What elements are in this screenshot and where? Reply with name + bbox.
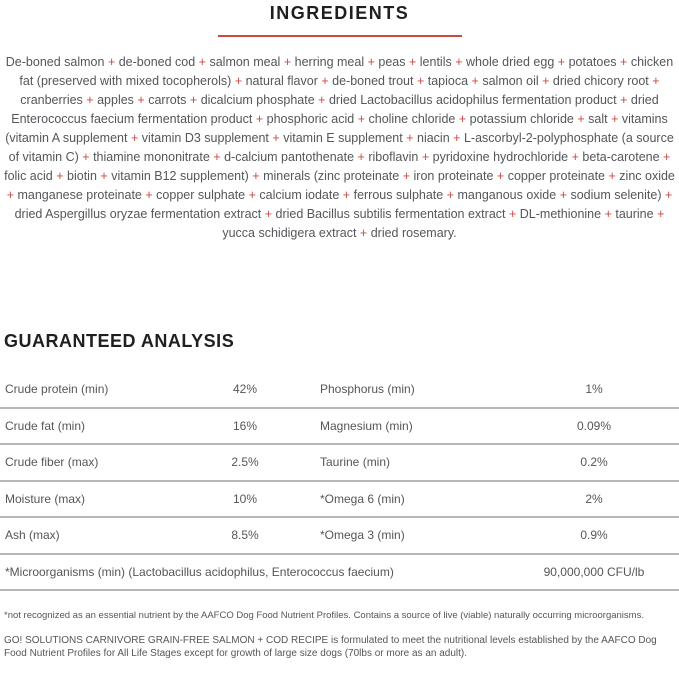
plus-separator-icon: + — [357, 112, 366, 126]
plus-separator-icon: + — [577, 112, 585, 126]
nutrient-value: 1% — [585, 382, 603, 397]
analysis-table-row — [0, 372, 679, 409]
plus-separator-icon: + — [359, 226, 368, 240]
plus-separator-icon: + — [272, 131, 280, 145]
nutrient-label: Magnesium (min) — [320, 418, 413, 433]
plus-separator-icon: + — [86, 93, 94, 107]
nutrient-label: *Microorganisms (min) (Lactobacillus acidophilus, Enterococcus faecium) — [5, 564, 394, 579]
plus-separator-icon: + — [342, 188, 351, 202]
plus-separator-icon: + — [6, 188, 14, 202]
plus-separator-icon: + — [264, 207, 273, 221]
plus-separator-icon: + — [408, 55, 417, 69]
plus-separator-icon: + — [367, 55, 375, 69]
aafco-footnote: *not recognized as an essential nutrient by the AAFCO Dog Food Nutrient Profiles. Contains a source of live (viable) naturally occurring microorganisms. — [4, 610, 644, 621]
plus-separator-icon: + — [508, 207, 517, 221]
plus-separator-icon: + — [620, 55, 628, 69]
analysis-table-row — [0, 482, 679, 519]
analysis-table-row — [0, 518, 679, 555]
plus-separator-icon: + — [130, 131, 139, 145]
plus-separator-icon: + — [663, 150, 671, 164]
plus-separator-icon: + — [620, 93, 628, 107]
plus-separator-icon: + — [455, 55, 463, 69]
nutrient-value: 2% — [585, 491, 603, 506]
nutrient-value: 10% — [232, 491, 258, 506]
plus-separator-icon: + — [402, 169, 411, 183]
plus-separator-icon: + — [416, 74, 425, 88]
plus-separator-icon: + — [406, 131, 414, 145]
plus-separator-icon: + — [283, 55, 292, 69]
plus-separator-icon: + — [458, 112, 467, 126]
plus-separator-icon: + — [604, 207, 612, 221]
nutrient-label: Crude protein (min) — [5, 382, 109, 397]
plus-separator-icon: + — [318, 93, 326, 107]
plus-separator-icon: + — [446, 188, 455, 202]
guaranteed-analysis-title: GUARANTEED ANALYSIS — [4, 331, 235, 351]
plus-separator-icon: + — [611, 112, 619, 126]
nutrient-value: 0.9% — [580, 528, 608, 543]
nutrient-value: 0.2% — [580, 455, 608, 470]
analysis-table-row — [0, 409, 679, 446]
plus-separator-icon: + — [421, 150, 430, 164]
red-divider-rule — [218, 35, 462, 37]
plus-separator-icon: + — [608, 169, 616, 183]
ingredients-paragraph: De-boned salmon + de-boned cod + salmon meal + herring meal + peas + lentils + whole dried egg + potatoes + chicken fat (preserved with mixed tocopherols) + natural flavor + de-boned trout + tapioca + salmon oil + dried chicory root + cranberries + apples + carrots + dicalcium phosphate + dried Lactobacillus acidophilus fermentation product + dried Enterococcus faecium fermentation product + phosphoric acid + choline chloride + potassium chloride + salt + vitamins (vitamin A supplement + vitamin D3 supplement + vitamin E supplement + niacin + L-ascorbyl-2-polyphosphate (a source of vitamin C) + thiamine mononitrate + d-calcium pantothenate + riboflavin + pyridoxine hydrochloride + beta-carotene + folic acid + biotin + vitamin B12 supplement) + minerals (zinc proteinate + iron proteinate + copper proteinate + zinc oxide + manganese proteinate + copper sulphate + calcium iodate + ferrous sulphate + manganous oxide + sodium selenite) + dried Aspergillus oryzae fermentation extract + dried Bacillus subtilis fermentation extract + DL-methionine + taurine + yucca schidigera extract + dried rosemary. — [4, 55, 675, 240]
nutrient-label: Crude fiber (max) — [5, 455, 99, 470]
nutrient-label: Crude fat (min) — [5, 418, 86, 433]
guaranteed-analysis-table — [0, 372, 679, 591]
nutrient-value: 8.5% — [231, 528, 259, 543]
nutrient-label: *Omega 3 (min) — [320, 528, 405, 543]
nutrient-value: 0.09% — [576, 418, 612, 433]
nutrient-value: 90,000,000 CFU/lb — [543, 564, 645, 579]
nutrient-label: Phosphorus (min) — [320, 382, 415, 397]
plus-separator-icon: + — [234, 74, 243, 88]
plus-separator-icon: + — [657, 207, 665, 221]
plus-separator-icon: + — [652, 74, 660, 88]
plus-separator-icon: + — [255, 112, 264, 126]
microorganisms-row — [0, 555, 679, 592]
plus-separator-icon: + — [82, 150, 90, 164]
plus-separator-icon: + — [559, 188, 567, 202]
plus-separator-icon: + — [664, 188, 673, 202]
formulation-note: GO! SOLUTIONS CARNIVORE GRAIN-FREE SALMON + COD RECIPE is formulated to meet the nutritional levels established by the AAFCO Dog Food Nutrient Profiles for All Life Stages except for growth of large size dogs (70lbs or more as an adult). — [4, 635, 657, 659]
plus-separator-icon: + — [542, 74, 550, 88]
ingredients-title: INGREDIENTS — [269, 3, 410, 23]
plus-separator-icon: + — [248, 188, 256, 202]
nutrient-value: 16% — [232, 418, 258, 433]
plus-separator-icon: + — [56, 169, 64, 183]
plus-separator-icon: + — [557, 55, 566, 69]
plus-separator-icon: + — [100, 169, 108, 183]
plus-separator-icon: + — [137, 93, 145, 107]
plus-separator-icon: + — [571, 150, 579, 164]
nutrient-label: *Omega 6 (min) — [320, 491, 405, 506]
plus-separator-icon: + — [213, 150, 221, 164]
plus-separator-icon: + — [453, 131, 461, 145]
plus-separator-icon: + — [321, 74, 329, 88]
plus-separator-icon: + — [145, 188, 153, 202]
plus-separator-icon: + — [252, 169, 260, 183]
plus-separator-icon: + — [496, 169, 505, 183]
nutrient-label: Moisture (max) — [5, 491, 86, 506]
plus-separator-icon: + — [357, 150, 365, 164]
nutrient-value: 42% — [232, 382, 258, 397]
analysis-table-row — [0, 445, 679, 482]
nutrient-label: Taurine (min) — [320, 455, 391, 470]
plus-separator-icon: + — [107, 55, 116, 69]
nutrient-value: 2.5% — [231, 455, 259, 470]
plus-separator-icon: + — [189, 93, 198, 107]
plus-separator-icon: + — [471, 74, 479, 88]
plus-separator-icon: + — [198, 55, 206, 69]
nutrient-label: Ash (max) — [5, 528, 60, 543]
